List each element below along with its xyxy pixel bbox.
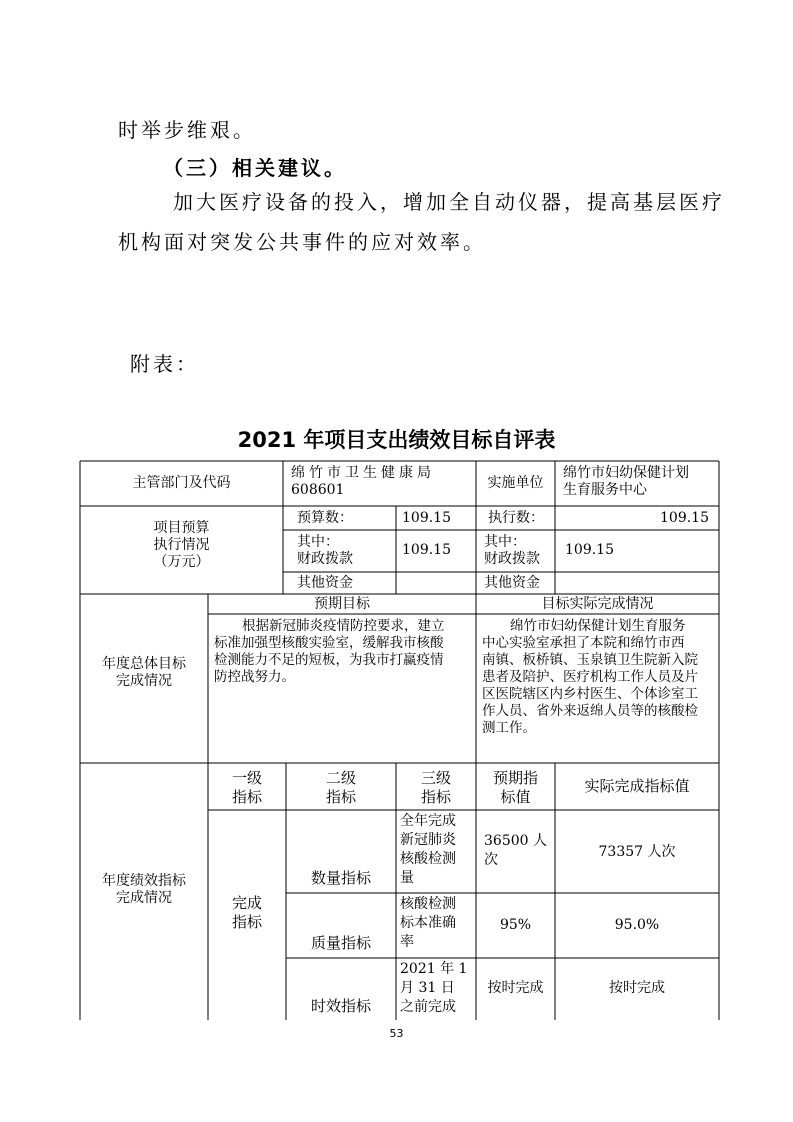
budget-label-line1: 项目预算 (153, 520, 210, 536)
row-timeliness-level3-line: 2021 年 1 (400, 961, 468, 977)
other-funds-label: 其他资金 (297, 575, 353, 591)
row-quantity-level3 (396, 810, 476, 893)
row-timeliness-expected: 按时完成 (487, 980, 544, 996)
annual-goal-label-line1: 年度总体目标 (102, 656, 186, 672)
col-actual-header: 实际完成指标值 (584, 777, 690, 795)
fiscal-label2-line1: 其中： (484, 534, 526, 550)
expected-goal-line: 标准加强型核酸实验室，缓解我市核酸 (214, 635, 444, 651)
fiscal-label (283, 530, 396, 572)
perf-label-line1: 年度绩效指标 (102, 873, 186, 889)
col-level1-line1: 一级 (231, 769, 262, 787)
row-quality-level3 (396, 893, 476, 958)
actual-goal-line: 南镇、板桥镇、玉泉镇卫生院新入院 (482, 652, 698, 668)
row-quality-level3-line: 核酸检测 (400, 896, 456, 912)
expected-goal-header: 预期目标 (314, 596, 370, 612)
row-quantity-level3-line: 量 (400, 870, 414, 886)
row-timeliness-level2: 时效指标 (310, 997, 371, 1015)
paragraph-line-2: 机构面对突发公共事件的应对效率。 (118, 230, 486, 254)
exec-count-value: 109.15 (660, 510, 709, 526)
section-heading-3: （三）相关建议。 (163, 156, 347, 180)
col-expected-line2: 标值 (500, 788, 531, 806)
fiscal-value-2: 109.15 (565, 542, 614, 558)
row-quality-expected: 95% (499, 917, 532, 933)
impl-value-line1: 绵竹市妇幼保健计划 (563, 465, 689, 481)
fiscal-value: 109.15 (402, 542, 451, 558)
col-level3-header (396, 763, 476, 810)
col-expected-header (476, 763, 555, 810)
col-level2-header (286, 763, 396, 810)
level1-value (208, 810, 286, 1020)
dept-value (283, 461, 476, 506)
fiscal-label-line2: 财政拨款 (297, 551, 353, 567)
level1-value-line1: 完成 (231, 894, 262, 912)
actual-goal-line: 区医院辖区内乡村医生、个体诊室工 (482, 686, 698, 702)
col-level1-line2: 指标 (231, 788, 262, 806)
actual-goal-header: 目标实际完成情况 (541, 596, 654, 612)
actual-goal-line: 绵竹市妇幼保健计划生育服务 (510, 618, 686, 634)
row-quantity-level3-line: 新冠肺炎 (400, 832, 456, 848)
row-quality-level3-line: 率 (400, 934, 414, 950)
paragraph-line-1: 加大医疗设备的投入，增加全自动仪器，提高基层医疗 (173, 190, 725, 214)
actual-goal-line: 作人员、省外来返绵人员等的核酸检 (482, 703, 698, 719)
fiscal-label-2 (476, 530, 555, 572)
row-quantity-level3-line: 全年完成 (400, 813, 456, 829)
row-quantity-level3-line: 核酸检测 (400, 851, 456, 867)
col-level3-line2: 指标 (420, 788, 451, 806)
row-timeliness-actual: 按时完成 (609, 980, 665, 996)
col-level2-line2: 指标 (325, 788, 356, 806)
impl-label: 实施单位 (487, 475, 544, 491)
actual-goal-line: 患者及陪护、医疗机构工作人员及片 (482, 669, 698, 685)
actual-goal-line: 测工作。 (482, 720, 536, 736)
expected-goal-text (208, 614, 476, 763)
expected-goal-line: 根据新冠肺炎疫情防控要求，建立 (242, 618, 445, 634)
row-quantity-expected-line: 36500 人 (484, 833, 547, 849)
budget-label-line3: （万元） (153, 554, 210, 570)
col-level3-line1: 三级 (420, 769, 451, 787)
expected-goal-line: 检测能力不足的短板，为我市打赢疫情 (214, 652, 444, 668)
impl-value (555, 461, 719, 506)
annual-goal-label (80, 594, 208, 763)
row-quantity-expected (476, 810, 555, 893)
budget-label (80, 506, 283, 594)
page-number: 53 (389, 1027, 404, 1040)
exec-count-label: 执行数： (488, 510, 544, 526)
dept-value-line1: 绵竹市卫生健康局 (291, 465, 435, 481)
perf-label (80, 763, 208, 1020)
dept-label: 主管部门及代码 (132, 475, 231, 491)
fiscal-label2-line2: 财政拨款 (484, 551, 540, 567)
row-quantity-expected-line: 次 (484, 852, 498, 868)
row-quantity-actual: 73357 人次 (598, 844, 676, 860)
row-quality-level2: 质量指标 (310, 934, 371, 952)
row-quantity-level2: 数量指标 (310, 869, 371, 887)
row-timeliness-level3-line: 月 31 日 (400, 980, 455, 996)
col-expected-line1: 预期指 (492, 769, 538, 787)
level1-value-line2: 指标 (231, 913, 262, 931)
row-timeliness-level3-line: 之前完成 (400, 999, 456, 1015)
text-line-1: 时举步维艰。 (118, 118, 256, 142)
budget-count-value: 109.15 (402, 510, 451, 526)
row-quality-level3-line: 标本准确 (400, 915, 456, 931)
table-title: 2021 年项目支出绩效目标自评表 (237, 428, 556, 452)
row-quality-actual: 95.0% (614, 917, 660, 933)
actual-goal-text (476, 614, 719, 763)
appendix-label: 附表： (130, 352, 199, 376)
budget-label-line2: 执行情况 (153, 537, 210, 553)
annual-goal-label-line2: 完成情况 (116, 673, 172, 689)
budget-count-label: 预算数： (297, 510, 353, 526)
col-level2-line1: 二级 (325, 769, 356, 787)
expected-goal-line: 防控战努力。 (214, 669, 295, 685)
row-timeliness-level3 (396, 958, 476, 1020)
perf-label-line2: 完成情况 (116, 890, 172, 906)
actual-goal-line: 中心实验室承担了本院和绵竹市西 (482, 635, 685, 651)
other-funds-label-2: 其他资金 (484, 575, 540, 591)
dept-value-line2: 608601 (291, 482, 345, 498)
col-level1-header (208, 763, 286, 810)
fiscal-label-line1: 其中： (297, 534, 339, 550)
impl-value-line2: 生育服务中心 (563, 482, 647, 498)
